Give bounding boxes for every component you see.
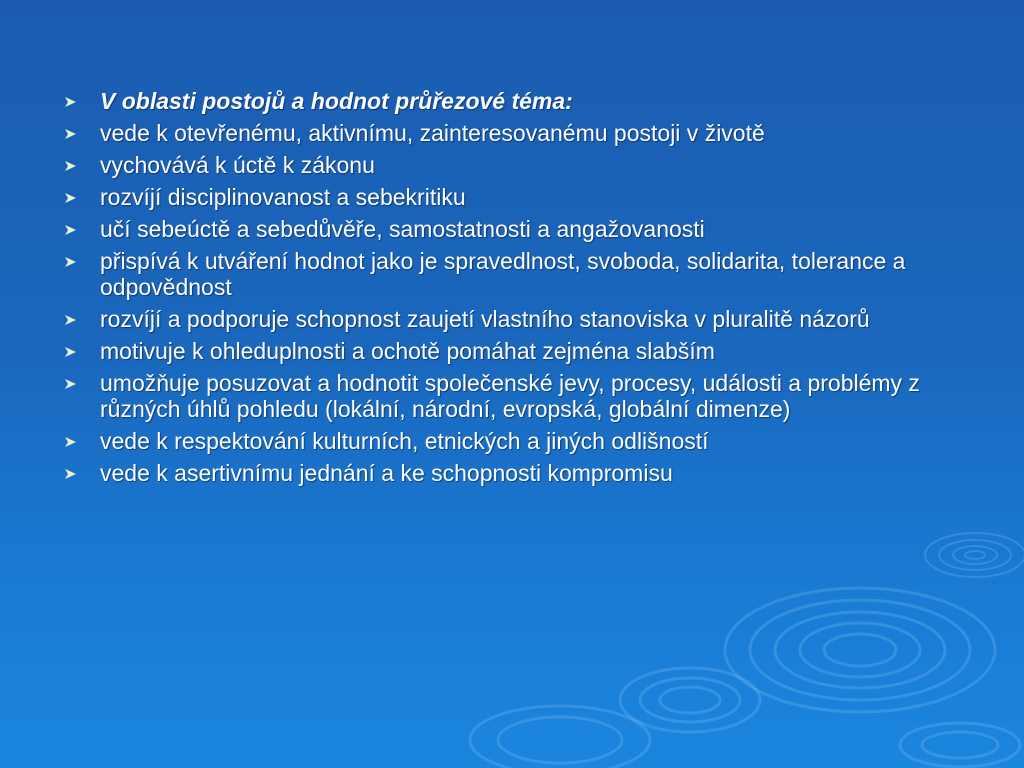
bullet-item [64, 184, 964, 210]
bullet-heading [64, 88, 964, 114]
bullet-item [64, 370, 964, 422]
bullet-text: vede k otevřenému, aktivnímu, zainteresovanému postoji v životě [100, 120, 765, 146]
bullet-text: umožňuje posuzovat a hodnotit společenské jevy, procesy, události a problémy z různých úhlů pohledu (lokální, národní, evropská, globální dimenze) [100, 370, 920, 422]
bullet-text: rozvíjí disciplinovanost a sebekritiku [100, 184, 466, 210]
bullet-text: vychovává k úctě k zákonu [100, 152, 375, 178]
arrow-bullet-icon [64, 192, 78, 204]
bullet-text: přispívá k utváření hodnot jako je spravedlnost, svoboda, solidarita, tolerance a odpovědnost [100, 248, 906, 300]
bullet-text: motivuje k ohleduplnosti a ochotě pomáhat zejména slabším [100, 338, 715, 364]
arrow-bullet-icon [64, 160, 78, 172]
arrow-bullet-icon [64, 468, 78, 480]
bullet-item [64, 248, 964, 300]
bullet-item [64, 338, 964, 364]
bullet-item [64, 428, 964, 454]
arrow-bullet-icon [64, 436, 78, 448]
bullet-text: rozvíjí a podporuje schopnost zaujetí vlastního stanoviska v pluralitě názorů [100, 306, 870, 332]
slide-content [64, 88, 964, 492]
bullet-text: vede k asertivnímu jednání a ke schopnosti kompromisu [100, 460, 673, 486]
arrow-bullet-icon [64, 224, 78, 236]
arrow-bullet-icon [64, 378, 78, 390]
arrow-bullet-icon [64, 96, 78, 108]
bullet-list [64, 88, 964, 486]
bullet-text: učí sebeúctě a sebedůvěře, samostatnosti a angažovanosti [100, 216, 705, 242]
arrow-bullet-icon [64, 346, 78, 358]
bullet-item [64, 152, 964, 178]
bullet-item [64, 120, 964, 146]
arrow-bullet-icon [64, 128, 78, 140]
arrow-bullet-icon [64, 314, 78, 326]
bullet-item [64, 460, 964, 486]
heading-text: V oblasti postojů a hodnot průřezové téma: [100, 88, 573, 114]
arrow-bullet-icon [64, 256, 78, 268]
bullet-item [64, 216, 964, 242]
bullet-item [64, 306, 964, 332]
bullet-text: vede k respektování kulturních, etnických a jiných odlišností [100, 428, 709, 454]
